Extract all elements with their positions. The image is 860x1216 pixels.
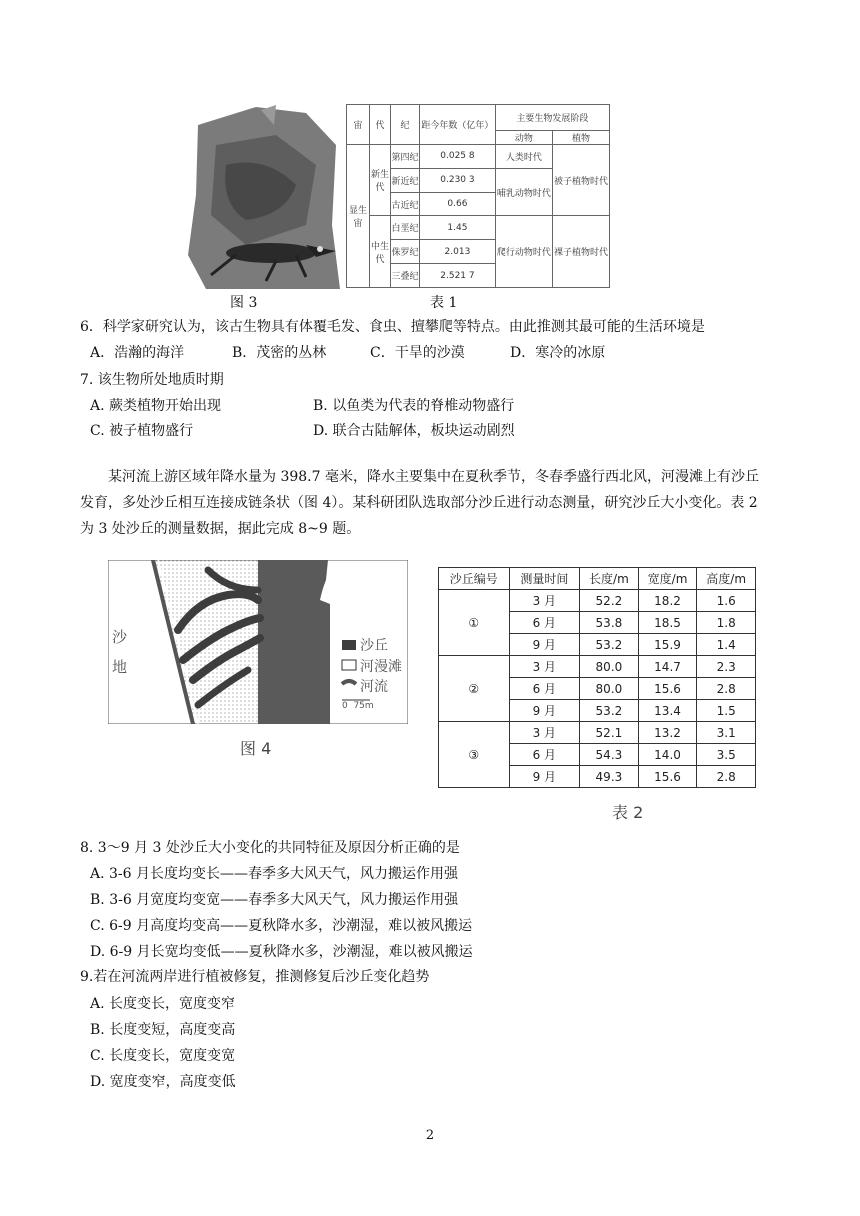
t2-cell: 3.1	[697, 722, 756, 744]
q8-option-d: D. 6-9 月长宽均变低——夏秋降水多，沙潮湿，难以被风搬运	[90, 944, 473, 960]
t2-cell: 53.8	[580, 612, 639, 634]
header-era: 代	[370, 105, 391, 145]
era-cenozoic: 新生代	[370, 145, 391, 216]
t2-cell: 6 月	[509, 744, 580, 766]
t2-header: 沙丘编号	[439, 568, 510, 590]
header-animal: 动物	[495, 131, 552, 145]
t2-cell: 1.8	[697, 612, 756, 634]
legend-floodplain: 河漫滩	[360, 659, 402, 675]
eon-cell: 显生宙	[347, 145, 370, 288]
years-cell: 2.013	[420, 240, 496, 264]
period-cell: 古近纪	[391, 192, 420, 216]
q9-option-d: D. 宽度变窄，高度变低	[90, 1074, 236, 1090]
q9-option-a: A. 长度变长，宽度变窄	[90, 996, 236, 1012]
t2-cell: 13.2	[638, 722, 697, 744]
legend-river: 河流	[360, 679, 388, 695]
legend-dune: 沙丘	[360, 638, 388, 654]
period-cell: 侏罗纪	[391, 240, 420, 264]
t2-cell: 53.2	[580, 700, 639, 722]
years-cell: 0.66	[420, 192, 496, 216]
q7-option-d: D. 联合古陆解体，板块运动剧烈	[313, 423, 515, 439]
years-cell: 0.025 8	[420, 145, 496, 169]
q7-option-a: A. 蕨类植物开始出现	[90, 398, 222, 414]
plant-stage-cell: 被子植物时代	[552, 145, 609, 216]
animal-stage-cell: 人类时代	[495, 145, 552, 169]
years-cell: 2.521 7	[420, 264, 496, 288]
map-scale: 0 75m	[342, 701, 374, 711]
t2-header: 宽度/m	[638, 568, 697, 590]
t2-header: 长度/m	[580, 568, 639, 590]
t2-cell: 3.5	[697, 744, 756, 766]
t2-cell: 3 月	[509, 656, 580, 678]
t2-cell: 9 月	[509, 634, 580, 656]
figure3-caption: 图 3	[230, 295, 258, 311]
t2-cell: 49.3	[580, 766, 639, 788]
t2-cell: 52.2	[580, 590, 639, 612]
header-period: 纪	[391, 105, 420, 145]
period-cell: 新近纪	[391, 168, 420, 192]
t2-cell: 54.3	[580, 744, 639, 766]
q9-option-b: B. 长度变短，高度变高	[90, 1022, 236, 1038]
t2-header: 测量时间	[509, 568, 580, 590]
dune-measurement-table	[438, 567, 756, 788]
fossil-photo	[186, 105, 340, 289]
t2-cell: 9 月	[509, 700, 580, 722]
dune-map	[108, 560, 408, 724]
dune-id: ①	[439, 590, 510, 656]
t2-cell: 14.0	[638, 744, 697, 766]
q6-option-d: D．寒冷的冰原	[510, 345, 606, 361]
t2-cell: 18.2	[638, 590, 697, 612]
figure4-caption: 图 4	[240, 739, 272, 758]
table1-caption: 表 1	[430, 295, 458, 311]
page-number: 2	[425, 1128, 435, 1143]
q6-option-c: C．干旱的沙漠	[370, 345, 465, 361]
passage-text: 某河流上游区域年降水量为 398.7 毫米，降水主要集中在夏秋季节，冬春季盛行西北风，河漫滩上有沙丘发育，多处沙丘相互连接成链条状（图 4）。某科研团队选取部分沙丘进行动态测量，研究沙丘大小变化。表 2 为 3 处沙丘的测量数据，据此完成 8~9 题。	[80, 469, 759, 537]
t2-cell: 80.0	[580, 656, 639, 678]
t2-cell: 3 月	[509, 590, 580, 612]
t2-cell: 80.0	[580, 678, 639, 700]
t2-cell: 13.4	[638, 700, 697, 722]
years-cell: 1.45	[420, 216, 496, 240]
period-cell: 三叠纪	[391, 264, 420, 288]
t2-cell: 15.6	[638, 678, 697, 700]
q8-option-b: B. 3-6 月宽度均变宽——春季多大风天气，风力搬运作用强	[90, 892, 459, 908]
plant-stage-cell: 裸子植物时代	[552, 216, 609, 288]
t2-cell: 1.6	[697, 590, 756, 612]
header-years: 距今年数（亿年）	[420, 105, 496, 145]
t2-cell: 14.7	[638, 656, 697, 678]
question-8-stem: 8. 3～9 月 3 处沙丘大小变化的共同特征及原因分析正确的是	[80, 840, 460, 856]
geologic-time-table	[346, 104, 610, 288]
t2-cell: 2.3	[697, 656, 756, 678]
t2-header: 高度/m	[697, 568, 756, 590]
t2-cell: 2.8	[697, 678, 756, 700]
animal-stage-cell: 爬行动物时代	[495, 216, 552, 288]
q6-option-b: B．茂密的丛林	[232, 345, 327, 361]
t2-cell: 52.1	[580, 722, 639, 744]
question-9-stem: 9.若在河流两岸进行植被修复，推测修复后沙丘变化趋势	[80, 969, 430, 985]
question-7-stem: 7. 该生物所处地质时期	[80, 372, 224, 388]
dune-id: ②	[439, 656, 510, 722]
era-mesozoic: 中生代	[370, 216, 391, 288]
period-cell: 白垩纪	[391, 216, 420, 240]
dune-id: ③	[439, 722, 510, 788]
table2-caption: 表 2	[612, 803, 644, 822]
t2-cell: 6 月	[509, 678, 580, 700]
animal-stage-cell: 哺乳动物时代	[495, 168, 552, 216]
question-6-stem: 6．科学家研究认为，该古生物具有体覆毛发、食虫、擅攀爬等特点。由此推测其最可能的生活环境是	[80, 319, 705, 335]
sandland-label: 沙地	[112, 628, 128, 676]
t2-cell: 15.6	[638, 766, 697, 788]
t2-cell: 15.9	[638, 634, 697, 656]
t2-cell: 2.8	[697, 766, 756, 788]
t2-cell: 1.4	[697, 634, 756, 656]
years-cell: 0.230 3	[420, 168, 496, 192]
header-stage: 主要生物发展阶段	[495, 105, 609, 131]
t2-cell: 1.5	[697, 700, 756, 722]
t2-cell: 6 月	[509, 612, 580, 634]
q6-option-a: A．浩瀚的海洋	[90, 345, 185, 361]
header-eon: 宙	[347, 105, 370, 145]
t2-cell: 9 月	[509, 766, 580, 788]
q7-option-c: C. 被子植物盛行	[90, 423, 194, 439]
q7-option-b: B. 以鱼类为代表的脊椎动物盛行	[313, 398, 515, 414]
q8-option-c: C. 6-9 月高度均变高——夏秋降水多，沙潮湿，难以被风搬运	[90, 918, 473, 934]
t2-cell: 18.5	[638, 612, 697, 634]
t2-cell: 3 月	[509, 722, 580, 744]
q9-option-c: C. 长度变长，宽度变宽	[90, 1048, 236, 1064]
header-plant: 植物	[552, 131, 609, 145]
period-cell: 第四纪	[391, 145, 420, 169]
q8-option-a: A. 3-6 月长度均变长——春季多大风天气，风力搬运作用强	[90, 866, 459, 882]
t2-cell: 53.2	[580, 634, 639, 656]
